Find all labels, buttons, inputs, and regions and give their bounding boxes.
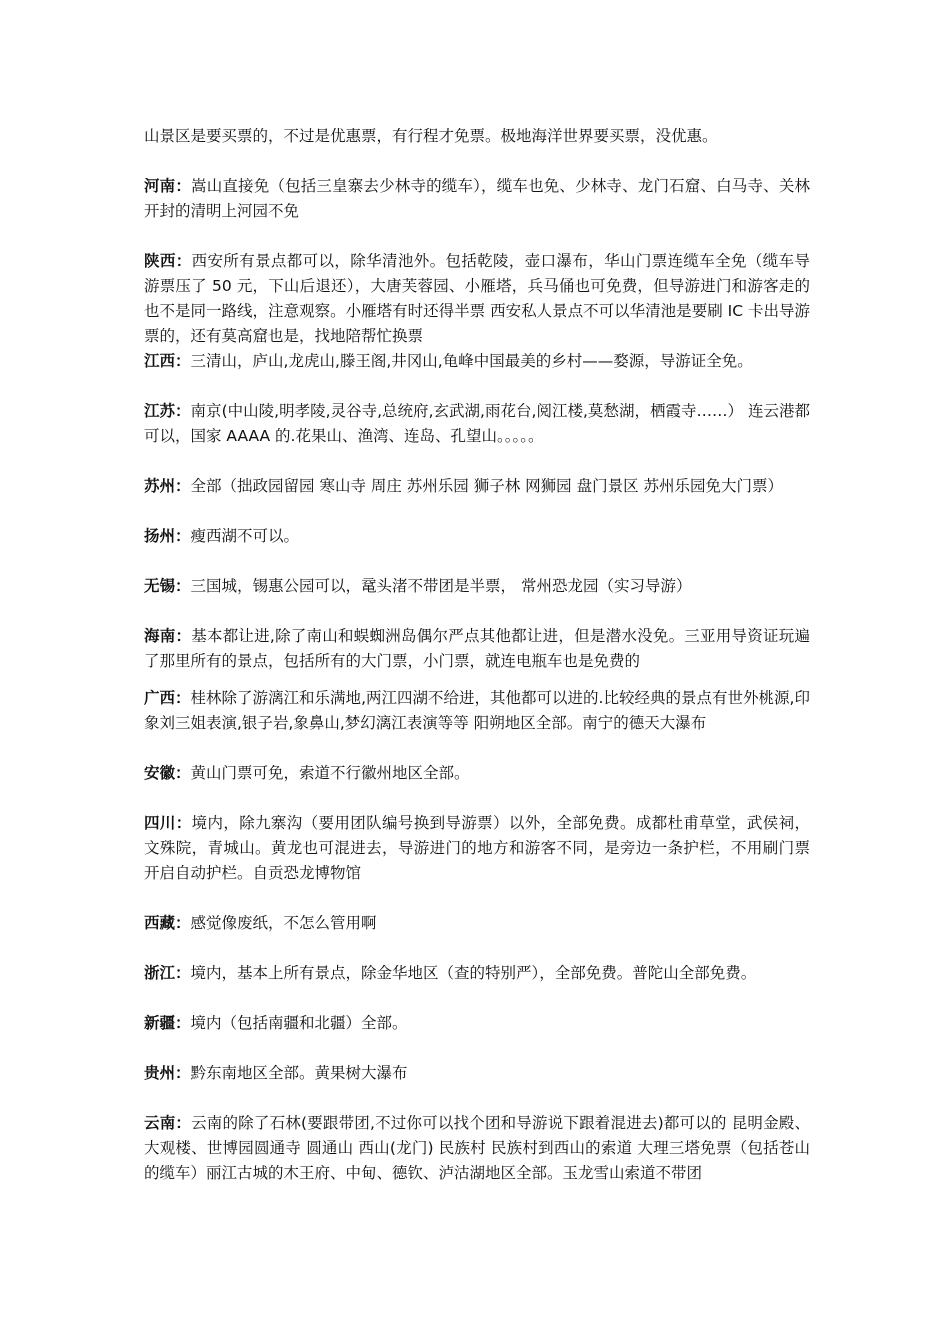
paragraph-shaanxi	[144, 249, 810, 349]
region-label: 无锡：	[144, 577, 191, 595]
region-label: 四川：	[144, 814, 192, 832]
region-label: 扬州：	[144, 527, 191, 545]
paragraph-zhejiang	[144, 961, 810, 986]
paragraph-intro	[144, 124, 810, 149]
region-label: 新疆：	[144, 1014, 191, 1032]
paragraph-text: 全部（拙政园留园 寒山寺 周庄 苏州乐园 狮子林 网狮园 盘门景区 苏州乐园免大门票）	[190, 477, 784, 495]
paragraph-xinjiang	[144, 1011, 810, 1036]
paragraph-text: 三国城，锡惠公园可以，鼋头渚不带团是半票， 常州恐龙园（实习导游）	[190, 577, 692, 595]
paragraph-text: 西安所有景点都可以，除华清池外。包括乾陵，壶口瀑布，华山门票连缆车全免（缆车导游票压了 50 元，下山后退还），大唐芙蓉园、小雁塔，兵马俑也可免费，但导游进门和游客走的也不是同一路线，注意观察。小雁塔有时还得半票 西安私人景点不可以华清池是要刷 IC 卡出导游票的，还有莫高窟也是，找地陪帮忙换票	[144, 252, 810, 345]
paragraph-jiangxi	[144, 349, 810, 374]
region-label: 海南：	[144, 627, 192, 645]
region-label: 江苏：	[144, 402, 191, 420]
paragraph-text: 境内，基本上所有景点，除金华地区（查的特别严），全部免费。普陀山全部免费。	[190, 964, 757, 982]
paragraph-guangxi	[144, 686, 810, 736]
document-page	[144, 124, 810, 1186]
paragraph-anhui	[144, 761, 810, 786]
paragraph-text: 境内，除九寨沟（要用团队编号换到导游票）以外，全部免费。成都杜甫草堂，武侯祠，文殊院，青城山。黄龙也可混进去，导游进门的地方和游客不同，是旁边一条护栏，不用刷门票开启自动护栏。自贡恐龙博物馆	[144, 814, 810, 882]
paragraph-yunnan	[144, 1111, 810, 1186]
paragraph-wuxi	[144, 574, 810, 599]
paragraph-text: 桂林除了游漓江和乐满地,两江四湖不给进，其他都可以进的.比较经典的景点有世外桃源,印象刘三姐表演,银子岩,象鼻山,梦幻漓江表演等等 阳朔地区全部。南宁的德天大瀑布	[144, 689, 810, 732]
region-label: 西藏：	[144, 914, 191, 932]
region-label: 云南：	[144, 1114, 192, 1132]
paragraph-text: 黔东南地区全部。黄果树大瀑布	[190, 1064, 408, 1082]
region-label: 苏州：	[144, 477, 191, 495]
paragraph-suzhou	[144, 474, 810, 499]
paragraph-text: 南京(中山陵,明孝陵,灵谷寺,总统府,玄武湖,雨花台,阅江楼,莫愁湖，栖霞寺……） 连云港都可以，国家 AAAA 的.花果山、渔湾、连岛、孔望山。。。。。	[144, 402, 810, 445]
paragraph-jiangsu	[144, 399, 810, 449]
paragraph-xizang	[144, 911, 810, 936]
paragraph-text: 云南的除了石林(要跟带团,不过你可以找个团和导游说下跟着混进去)都可以的 昆明金殿、大观楼、世博园圆通寺 圆通山 西山(龙门) 民族村 民族村到西山的索道 大理三塔免票（包括苍山的缆车）丽江古城的木王府、中甸、德钦、泸沽湖地区全部。玉龙雪山索道不带团	[144, 1114, 810, 1182]
region-label: 广西：	[144, 689, 191, 707]
paragraph-text: 嵩山直接免（包括三皇寨去少林寺的缆车），缆车也免、少林寺、龙门石窟、白马寺、关林开封的清明上河园不免	[144, 177, 810, 220]
paragraph-guizhou	[144, 1061, 810, 1086]
paragraph-yangzhou	[144, 524, 810, 549]
region-label: 陕西：	[144, 252, 192, 270]
paragraph-text: 基本都让进,除了南山和蜈蜘洲岛偶尔严点其他都让进，但是潜水没免。三亚用导资证玩遍了那里所有的景点，包括所有的大门票，小门票，就连电瓶车也是免费的	[144, 627, 810, 670]
region-label: 安徽：	[144, 764, 191, 782]
paragraph-text: 境内（包括南疆和北疆）全部。	[190, 1014, 408, 1032]
paragraph-text: 感觉像废纸，不怎么管用啊	[190, 914, 377, 932]
paragraph-text: 三清山，庐山,龙虎山,滕王阁,井冈山,龟峰中国最美的乡村——婺源，导游证全免。	[190, 352, 753, 370]
paragraph-text: 黄山门票可免，索道不行徽州地区全部。	[190, 764, 470, 782]
paragraph-text: 山景区是要买票的，不过是优惠票，有行程才免票。极地海洋世界要买票，没优惠。	[144, 127, 718, 145]
region-label: 浙江：	[144, 964, 191, 982]
region-label: 江西：	[144, 352, 191, 370]
paragraph-text: 瘦西湖不可以。	[190, 527, 300, 545]
paragraph-sichuan	[144, 811, 810, 886]
region-label: 贵州：	[144, 1064, 191, 1082]
region-label: 河南：	[144, 177, 192, 195]
paragraph-henan	[144, 174, 810, 224]
paragraph-hainan	[144, 624, 810, 674]
